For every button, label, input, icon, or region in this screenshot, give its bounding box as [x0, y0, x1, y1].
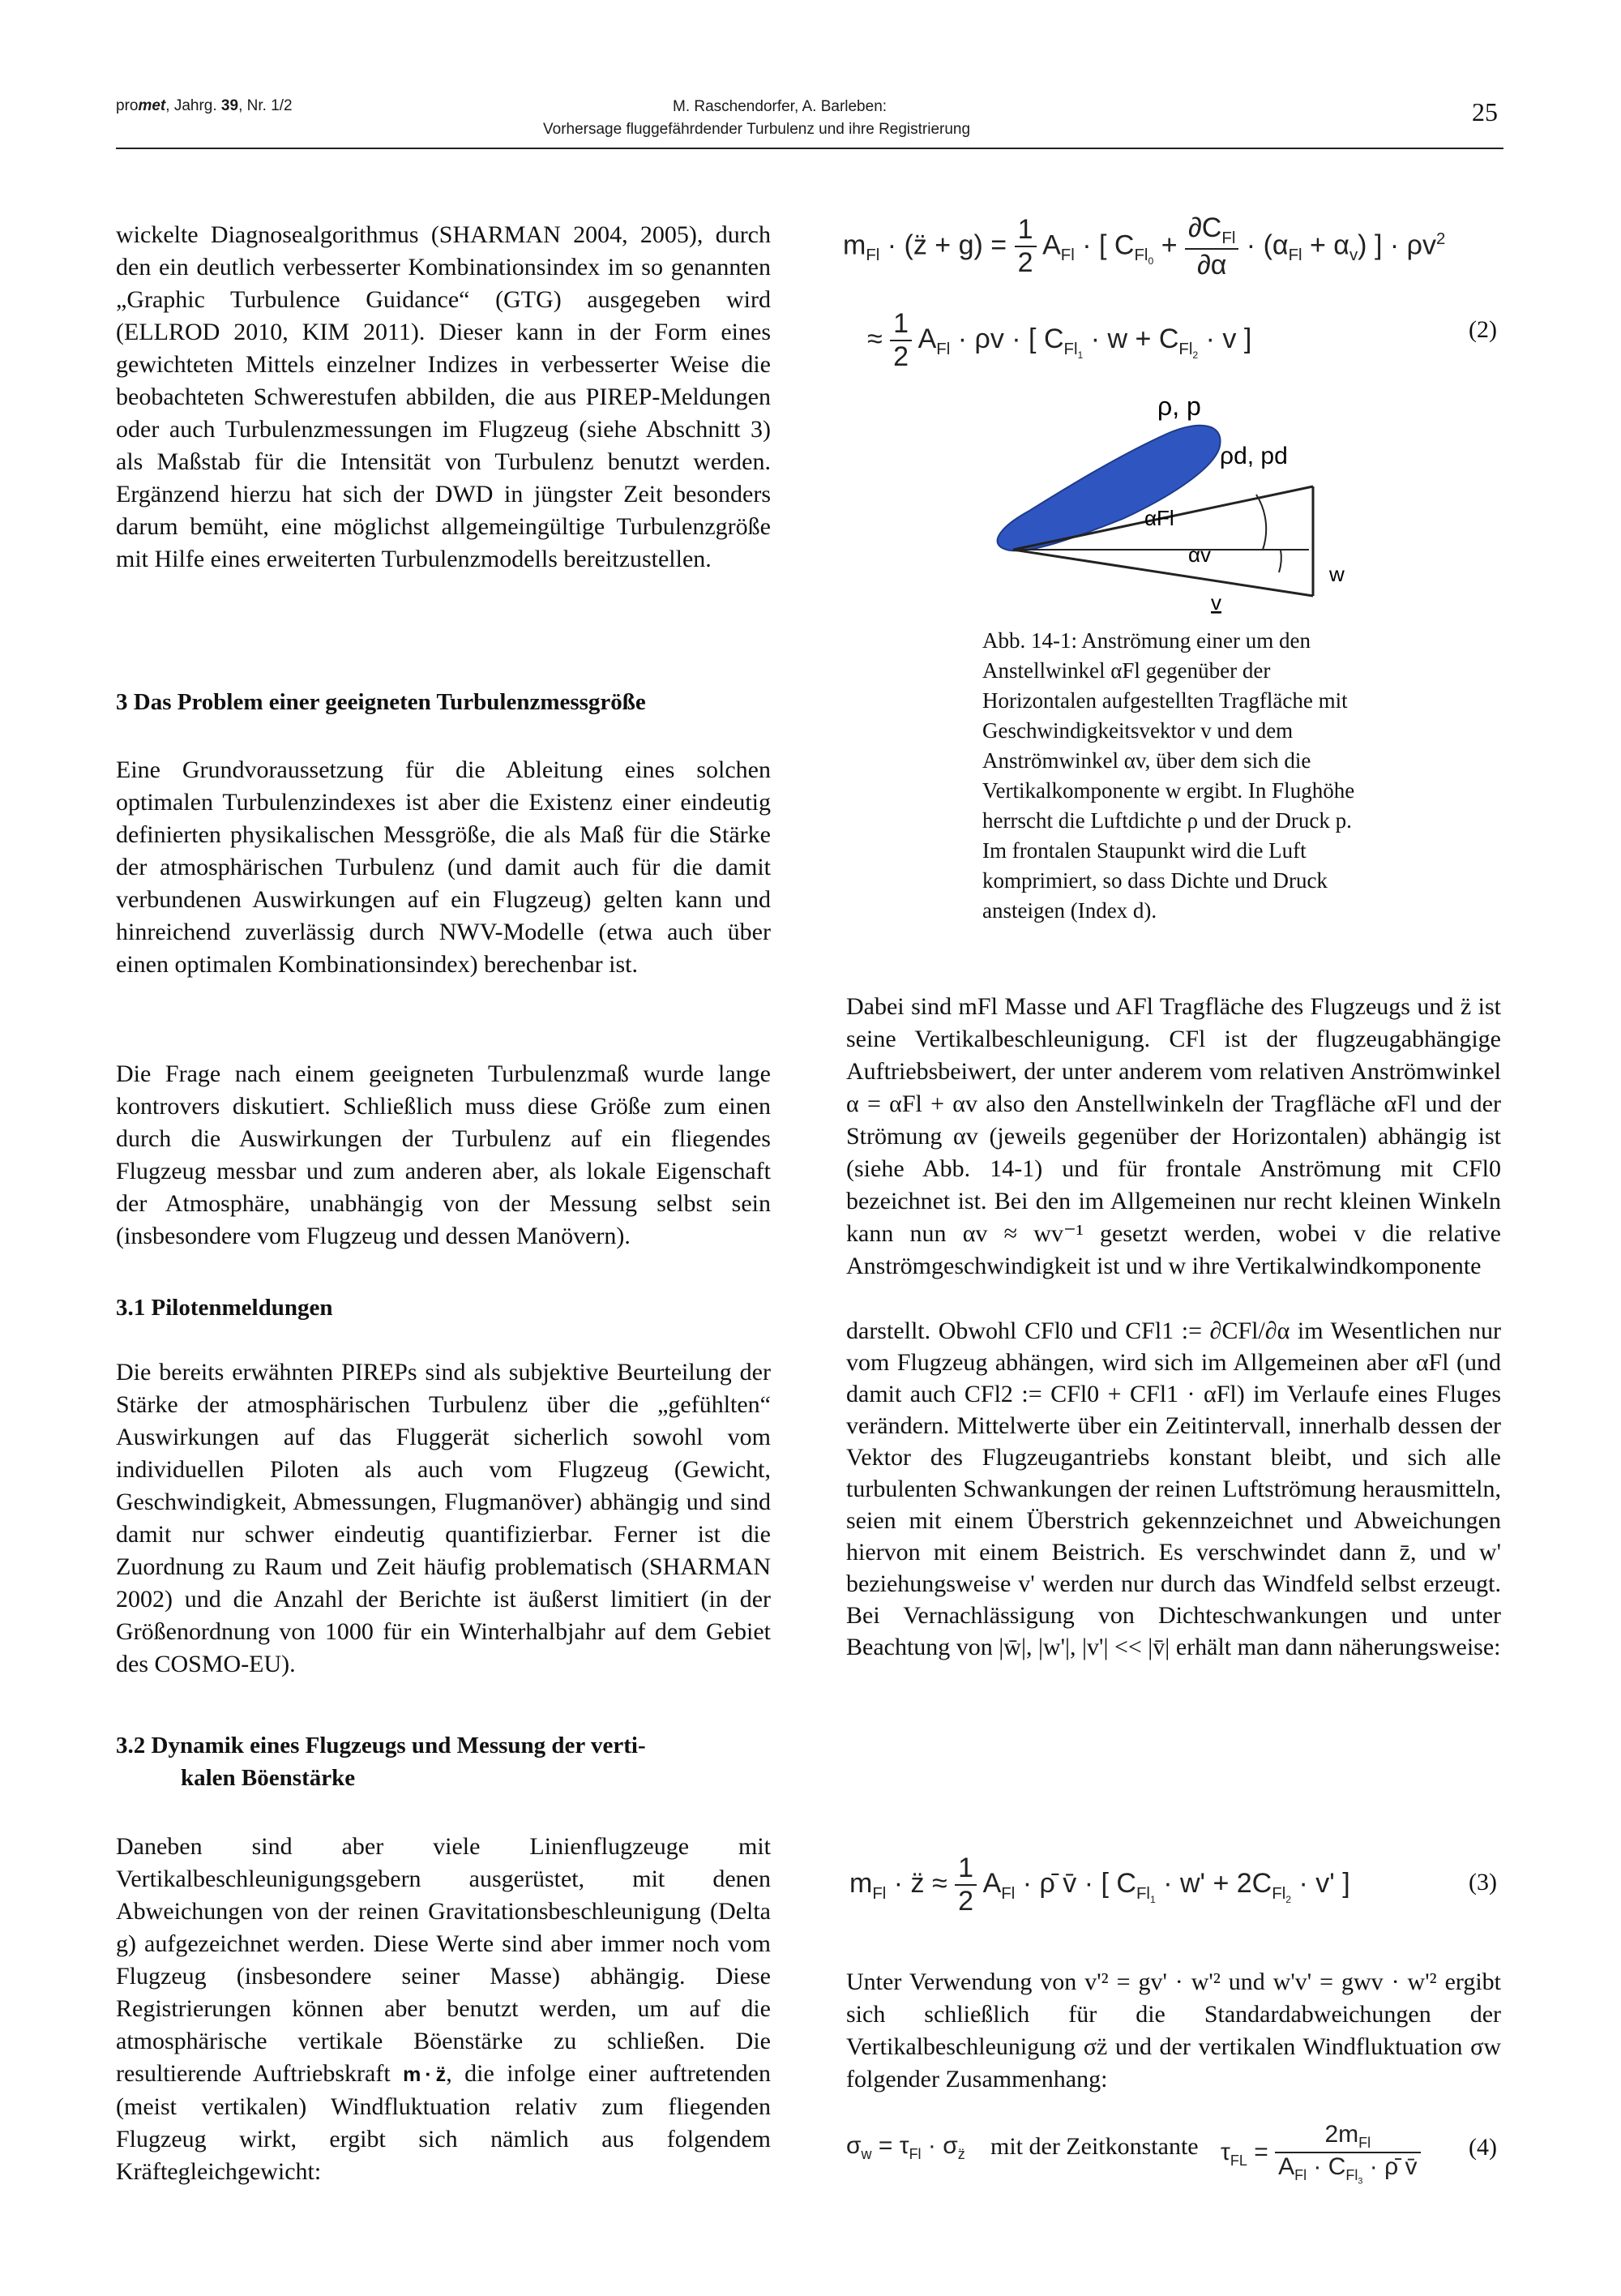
equation-4-text: mit der Zeitkonstante [990, 2133, 1199, 2160]
equation-4-right: $\tau_{FL}$ = $\frac{2m_{Fl}}{A_{Fl} \cdot C_{Fl_3} \cdot \rhō v̄}$ [1221, 2121, 1421, 2187]
page-number: 25 [1472, 97, 1498, 126]
left-para-1: wickelte Diagnosealgorithmus (SHARMAN 2004, 2005), durch den ein deutlich verbesserter Kombinationsindex im so genannten „Graphic Turbulence Guidance“ (GTG) ausgegeben wird (ELLROD 2010, KIM 2011). Dieser kann in der Form eines gewichteten Mittels einzelner Indizes in verbesserter Weise die beobachteten Schwerestufen abbilden, die aus PIREP-Meldungen oder auch Turbulenzmessungen im Flugzeug (siehe Abschnitt 3) als Maßstab für die Intensität von Turbulenz benutzt werden. Ergänzend hierzu hat sich der DWD in jüngster Zeit besonders darum bemüht, eine möglichst allgemeingültige Turbulenzgröße mit Hilfe eines erweiterten Turbulenzmodells bereitzustellen. [116, 221, 771, 572]
equation-2-line2: ≈ $\frac{1}{2}$ $A_{Fl} \cdot \rho v$ · [ $C_{Fl_1} \cdot w + C_{Fl_2} \cdot v$ ] [867, 308, 1252, 372]
equation-3: $m_{Fl}$ · z̈ ≈ $\frac{1}{2}$ $A_{Fl}$ · ρ̄ v̄ · [ $C_{Fl_1} \cdot w' + 2C_{Fl_2} \cdot v'$ ] [849, 1853, 1350, 1917]
label-alpha-fl: αFl [1144, 506, 1174, 530]
header-title: Vorhersage fluggefährdender Turbulenz und ihre Registrierung [543, 121, 971, 138]
label-v: v [1211, 590, 1221, 615]
airfoil-shape [998, 426, 1221, 550]
right-para-2: Unter Verwendung von v'² = gv' · w'² und w'v' = gwv · w'² ergibt sich schließlich für die Standardabweichungen der Vertikalbeschleunigung σz̈ und der vertikalen Windfluktuation σw folgender Zusammenhang: [846, 1968, 1501, 2093]
equation-4-number: (4) [1469, 2134, 1497, 2161]
angle-arc-fl [1256, 495, 1266, 550]
airfoil-figure [932, 397, 1418, 616]
label-rho-p: ρ, p [1157, 397, 1201, 421]
equation-4-left: $\sigma_w = \tau_{Fl} \cdot \sigma_{z̈}$ [846, 2132, 965, 2162]
right-para-1: Dabei sind mFl Masse und AFl Tragfläche des Flugzeugs und z̈ ist seine Vertikalbeschleunigung. CFl ist der flugzeugabhängige Auftriebsbeiwert, der unter anderem vom relativen Anströmwinkel α = αFl + αv also den Anstellwinkeln der Tragfläche αFl und der Strömung αv (jeweils gegenüber der Horizontalen) abhängig ist (siehe Abb. 14-1) und für frontale Anströmung mit CFl0 bezeichnet ist. Bei den im Allgemeinen nur recht kleinen Winkeln kann nun αv ≈ wv⁻¹ gesetzt werden, wobei v die relative Anströmgeschwindigkeit ist und w ihre Vertikalwindkomponente [846, 993, 1501, 1279]
section-3-1-heading: 3.1 Pilotenmeldungen [116, 1295, 333, 1321]
label-rho-d: ρd, pd [1220, 443, 1288, 469]
label-alpha-v: αv [1188, 542, 1212, 567]
label-w: w [1329, 562, 1345, 586]
section-3-2-heading-line2: kalen Böenstärke [181, 1765, 356, 1791]
left-para-5: Daneben sind aber viele Linienflugzeuge mit Vertikalbeschleunigungsgebern ausgerüstet, mit denen Abweichungen von der reinen Gravitationsbeschleunigung (Delta g) aufgezeichnet werden. Diese Werte sind aber immer noch vom Flugzeug (insbesondere seiner Masse) abhängig. Diese Registrierungen können aber benutzt werden, um auf die atmosphärische vertikale Böenstärke zu schließen. Die resultierende Auftriebskraft m · z̈, die infolge einer auftretenden (meist vertikalen) Windfluktuation relativ zum fliegenden Flugzeug wirkt, ergibt sich nämlich aus folgendem Kräftegleichgewicht: [116, 1833, 771, 2185]
header-authors: M. Raschendorfer, A. Barleben: [673, 98, 887, 115]
left-para-2: Eine Grundvoraussetzung für die Ableitung eines solchen optimalen Turbulenzindexes ist aber die Existenz einer eindeutig definierten physikalischen Messgröße, die als Maß für die Stärke der atmosphärischen Turbulenz (und damit auch für die damit verbundenen Auswirkungen auf ein Flugzeug) gelten kann und hinreichend zuverlässig durch NWV-Modelle (etwa auch über einen optimalen Kombinationsindex) berechenbar ist. [116, 756, 771, 978]
velocity-vector [1013, 550, 1313, 596]
equation-2-number: (2) [1469, 316, 1497, 343]
left-para-3: Die Frage nach einem geeigneten Turbulenzmaß wurde lange kontrovers diskutiert. Schließlich muss diese Größe zum einen durch die Auswirkungen der Turbulenz auf ein fliegendes Flugzeug messbar und zum anderen aber, als lokale Eigenschaft der Atmosphäre, unabhängig von der Messung selbst sein (insbesondere vom Flugzeug und dessen Manövern). [116, 1060, 771, 1249]
angle-arc-v [1279, 550, 1281, 572]
journal-reference: promet, Jahrg. 39, Nr. 1/2 [116, 97, 293, 114]
figure-caption: Abb. 14-1: Anströmung einer um den Anstellwinkel αFl gegenüber der Horizontalen aufgestellten Tragfläche mit Geschwindigkeitsvektor v und dem Anströmwinkel αv, über dem sich die Vertikalkomponente w ergibt. In Flughöhe herrscht die Luftdichte ρ und der Druck p. Im frontalen Staupunkt wird die Luft komprimiert, so dass Dichte und Druck ansteigen (Index d). [982, 628, 1355, 923]
equation-3-number: (3) [1469, 1869, 1497, 1895]
right-para-1b: darstellt. Obwohl CFl0 und CFl1 := ∂CFl/∂α im Wesentlichen nur vom Flugzeug abhängen, wird sich im Allgemeinen aber αFl (und damit auch CFl2 := CFl0 + CFl1 · αFl) im Verlaufe eines Fluges verändern. Mittelwerte über ein Zeitintervall, innerhalb dessen der Vektor des Flugzeugantriebs konstant bleibt, und sich alle turbulenten Schwankungen der reinen Luftströmung herausmitteln, seien mit einem Überstrich gekennzeichnet und Abweichungen hiervon mit einem Beistrich. Es verschwindet dann z̄, und w' beziehungsweise v' werden nur durch das Windfeld selbst erzeugt. Bei Vernachlässigung von Dichteschwankungen und unter Beachtung von |w̄|, |w'|, |v'| << |v̄| erhält man dann näherungsweise: [846, 1317, 1501, 1660]
section-3-2-heading-line1: 3.2 Dynamik eines Flugzeugs und Messung der verti- [116, 1733, 646, 1758]
header-rule [116, 148, 1503, 149]
equation-2-line1: $m_{Fl}$ · (z̈ + g) = $\frac{1}{2}$ $A_{Fl}$ · [ $C_{Fl_0}$ + $\frac{\partial C_{Fl}}{\partial\alpha}$ · $(\alpha_{Fl} + \alpha_v)$ ] · $\rho v^2$ [843, 212, 1446, 281]
section-3-heading: 3 Das Problem einer geeigneten Turbulenzmessgröße [116, 689, 646, 715]
left-para-4: Die bereits erwähnten PIREPs sind als subjektive Beurteilung der Stärke der atmosphärischen Turbulenz über die „gefühlten“ Auswirkungen auf das Fluggerät sicherlich sowohl vom individuellen Piloten als auch vom Flugzeug (Gewicht, Geschwindigkeit, Abmessungen, Flugmanöver) abhängig und sind damit nur schwer eindeutig quantifizierbar. Ferner ist die Zuordnung zu Raum und Zeit häufig problematisch (SHARMAN 2002) und die Anzahl der Berichte ist äußerst limitiert (in der Größenordnung von 1000 für ein Winterhalbjahr auf dem Gebiet des COSMO-EU). [116, 1359, 771, 1677]
